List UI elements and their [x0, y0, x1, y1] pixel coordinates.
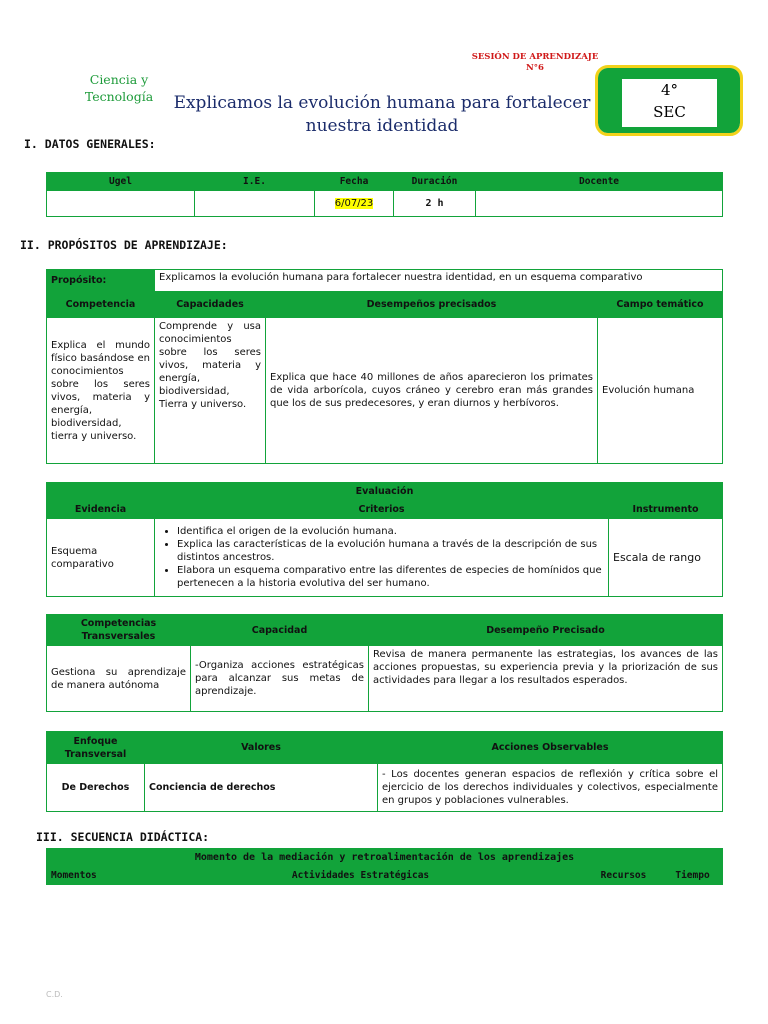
- header-ugel: Ugel: [47, 173, 195, 191]
- transversal-competencia: Gestiona su aprendizaje de manera autónoma: [47, 646, 191, 712]
- header-fecha: Fecha: [315, 173, 394, 191]
- header-valores: Valores: [145, 732, 378, 764]
- criterios-list: [159, 525, 604, 590]
- docente-value: [476, 191, 723, 217]
- header-duracion: Duración: [394, 173, 476, 191]
- datos-table: [46, 172, 723, 217]
- fecha-cell: [315, 191, 394, 217]
- header-campo: Campo temático: [598, 292, 723, 318]
- criterio-item: • Identifica el origen de la evolución humana.: [177, 525, 604, 538]
- transversales-table: [46, 614, 723, 712]
- grade-level: SEC: [653, 103, 686, 121]
- transversales-content-row: [47, 646, 723, 712]
- transversales-header-row: [47, 615, 723, 646]
- propositos-table: [46, 269, 723, 464]
- desempenos-text: Explica que hace 40 millones de años aparecieron los primates de vida arborícola, cuyos cráneo y cerebro eran más grandes que los de sus predecesores, y eran diurnos y herbívoros.: [266, 318, 598, 464]
- header-instrumento: Instrumento: [609, 501, 723, 519]
- header-evidencia: Evidencia: [47, 501, 155, 519]
- header-capacidades: Capacidades: [155, 292, 266, 318]
- ie-value: [195, 191, 315, 217]
- datos-value-row: [47, 191, 723, 217]
- duracion-value: 2 h: [394, 191, 476, 217]
- secuencia-table: [46, 848, 723, 885]
- secuencia-title: Momento de la mediación y retroalimentación de los aprendizajes: [47, 849, 723, 867]
- header-criterios: Criterios: [155, 501, 609, 519]
- session-label: [455, 52, 615, 74]
- secuencia-header-row: [47, 867, 723, 885]
- criterio-item: • Explica las características de la evolución humana a través de la descripción de sus distintos ancestros.: [177, 538, 604, 564]
- grade-inner: [622, 79, 717, 127]
- evaluacion-title-row: [47, 483, 723, 501]
- subject-label: Ciencia y Tecnología: [84, 72, 154, 104]
- evaluacion-table: [46, 482, 723, 597]
- transversal-capacidad: -Organiza acciones estratégicas para alcanzar sus metas de aprendizaje.: [191, 646, 369, 712]
- secuencia-title-row: [47, 849, 723, 867]
- fecha-value: 6/07/23: [334, 198, 374, 209]
- section-datos-generales: I. DATOS GENERALES:: [24, 137, 156, 151]
- evaluacion-header-row: [47, 501, 723, 519]
- instrumento-text: Escala de rango: [609, 519, 723, 597]
- proposito-row: [47, 270, 723, 292]
- grade-badge: [598, 68, 740, 133]
- valores-text: Conciencia de derechos: [145, 764, 378, 812]
- enfoque-content-row: [47, 764, 723, 812]
- footer-mark: C.D.: [46, 990, 63, 999]
- header-recursos: Recursos: [585, 867, 663, 885]
- enfoque-header-row: [47, 732, 723, 764]
- header-desempeno-precisado: Desempeño Precisado: [369, 615, 723, 646]
- proposito-text: Explicamos la evolución humana para fortalecer nuestra identidad, en un esquema comparativo: [155, 270, 723, 292]
- propositos-content-row: [47, 318, 723, 464]
- evaluacion-content-row: [47, 519, 723, 597]
- header-enfoque: Enfoque Transversal: [47, 732, 145, 764]
- grade-number: 4°: [660, 81, 679, 99]
- session-number: N°6: [526, 63, 544, 73]
- header-momentos: Momentos: [47, 867, 137, 885]
- acciones-text: - Los docentes generan espacios de reflexión y crítica sobre el ejercicio de los derechos individuales y colectivos, especialmente en grupos y poblaciones vulnerables.: [378, 764, 723, 812]
- evaluacion-title: Evaluación: [47, 483, 723, 501]
- section-secuencia: III. SECUENCIA DIDÁCTICA:: [36, 830, 210, 844]
- evidencia-text: Esquema comparativo: [47, 519, 155, 597]
- enfoque-table: [46, 731, 723, 812]
- proposito-label: Propósito:: [47, 270, 155, 292]
- header-actividades: Actividades Estratégicas: [137, 867, 585, 885]
- competencia-text: Explica el mundo físico basándose en conocimientos sobre los seres vivos, materia y energía, biodiversidad, tierra y universo.: [47, 318, 155, 464]
- header-desempenos: Desempeños precisados: [266, 292, 598, 318]
- propositos-header-row: [47, 292, 723, 318]
- criterio-item: • Elabora un esquema comparativo entre las diferentes de especies de homínidos que pertenecen a la historia evolutiva del ser humano.: [177, 564, 604, 590]
- header-competencias-transversales: Competencias Transversales: [47, 615, 191, 646]
- criterios-cell: [155, 519, 609, 597]
- ugel-value: [47, 191, 195, 217]
- header-acciones: Acciones Observables: [378, 732, 723, 764]
- header-ie: I.E.: [195, 173, 315, 191]
- campo-text: Evolución humana: [598, 318, 723, 464]
- session-line1: SESIÓN DE APRENDIZAJE: [471, 52, 599, 62]
- datos-header-row: [47, 173, 723, 191]
- section-propositos: II. PROPÓSITOS DE APRENDIZAJE:: [20, 238, 228, 252]
- page-title: Explicamos la evolución humana para fortalecer nuestra identidad: [173, 93, 591, 136]
- capacidades-text: Comprende y usa conocimientos sobre los seres vivos, materia y energía, biodiversidad, Tierra y universo.: [155, 318, 266, 464]
- header-docente: Docente: [476, 173, 723, 191]
- header-competencia: Competencia: [47, 292, 155, 318]
- header-tiempo: Tiempo: [663, 867, 723, 885]
- enfoque-name: De Derechos: [47, 764, 145, 812]
- transversal-desempeno: Revisa de manera permanente las estrategias, los avances de las acciones propuestas, su experiencia previa y la priorización de sus actividades para llegar a los resultados esperados.: [369, 646, 723, 712]
- header-capacidad: Capacidad: [191, 615, 369, 646]
